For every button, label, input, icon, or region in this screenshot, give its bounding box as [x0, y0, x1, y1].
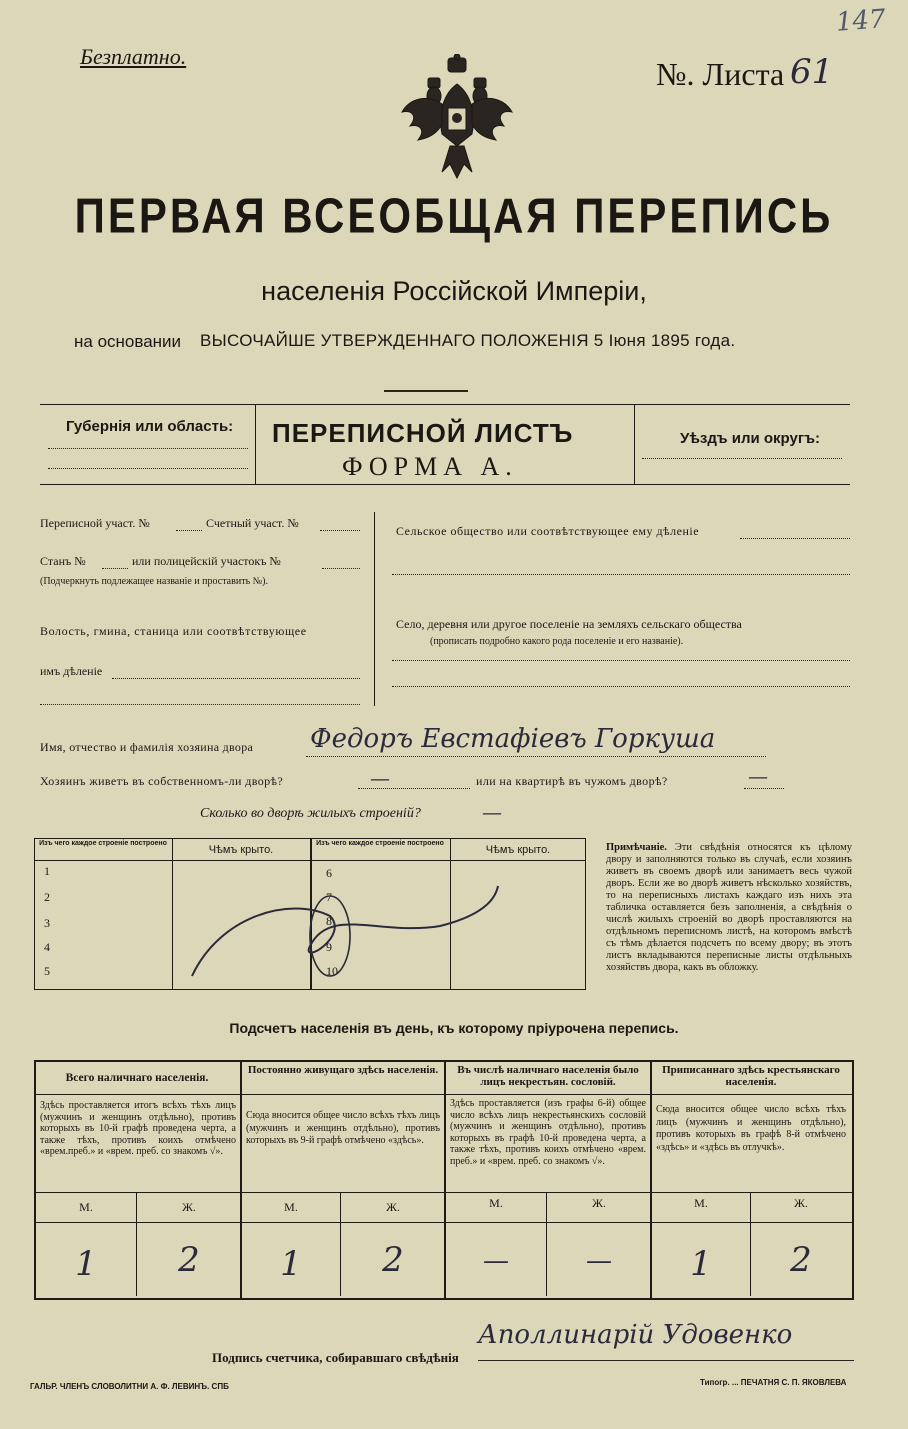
owner-name-value: Федоръ Евстафіевъ Горкуша	[310, 724, 716, 754]
count-value: 2	[178, 1240, 200, 1280]
page-title: ПЕРВАЯ ВСЕОБЩАЯ ПЕРЕПИСЬ	[74, 187, 834, 244]
female-header: Ж.	[386, 1200, 400, 1214]
row-number: 6	[326, 866, 332, 880]
count-value: —	[586, 1246, 612, 1276]
col-peasant-text: Сюда вносится общее число всѣхъ тѣхъ лицъ (мужчинъ и женщинъ отдѣльно), противъ которыхъ въ графѣ 8-й отмѣчено «здѣсь» и «здѣсь въ отлучкѣ».	[656, 1104, 846, 1153]
volost-label: Волость, гмина, станица или соотвѣтствующее	[40, 624, 307, 638]
buildings-note	[606, 842, 852, 974]
volost-label-cont: имъ дѣленіе	[40, 664, 103, 678]
row-number: 8	[326, 914, 332, 928]
basis-prefix: на основании	[74, 332, 182, 351]
underline-note: (Подчеркнуть подлежащее названіе и проставить №).	[40, 576, 268, 587]
col-peasant-head: Приписаннаго здѣсь крестьянскаго населенія.	[662, 1064, 840, 1088]
form-title: ПЕРЕПИСНОЙ ЛИСТЪ	[272, 418, 574, 448]
row-number: 9	[326, 940, 332, 954]
society-label: Сельское общество или соотвѣтствующее ему дѣленіе	[396, 524, 700, 538]
note-text: Эти свѣдѣнія относятся къ цѣлому двору и заполняются только въ случаѣ, если хозяинъ живетъ въ своемъ дворѣ или занимаетъ весь чужой дворъ. Если же во дворѣ живетъ нѣсколько хозяйствъ, то на переписныхъ листахъ каждаго изъ нихъ эта табличка оставляется безъ заполненія, а свѣдѣнія о числѣ жилыхъ строеній во дворѣ проставляются на отдѣльномъ переписномъ листѣ, на которомъ вмѣстѣ съ тѣмъ дѣлается подсчетъ по всему двору; въ этотъ листъ вкладываются переписные листы отдѣльныхъ хозяйствъ двора, какъ въ обложку.	[606, 842, 853, 973]
count-value: 2	[382, 1240, 404, 1280]
row-number: 7	[326, 890, 332, 904]
buildings-col-roof-2: Чѣмъ крыто.	[485, 844, 551, 856]
rents-label: или на квартирѣ въ чужомъ дворѣ?	[476, 774, 668, 788]
archive-page-number: 147	[835, 4, 887, 38]
handwritten-strike-curve	[180, 876, 510, 988]
enumerator-signature-label: Подпись счетчика, собиравшаго свѣдѣнія	[212, 1350, 459, 1365]
male-header: М.	[694, 1196, 708, 1210]
ornament-divider	[384, 390, 468, 392]
owns-yard-value: —	[370, 766, 390, 790]
col-total-present-text: Здѣсь проставляется итогъ всѣхъ тѣхъ лицъ (мужчинъ и женщинъ отдѣльно), противъ которыхъ въ 10-й графѣ проведена черта, а также тѣхъ, противъ коихъ отмѣчено «врем.преб.» и «врем. преб. со знакомъ √».	[40, 1100, 236, 1157]
col-total-present-head: Всего наличнаго населенія.	[65, 1072, 209, 1084]
note-title: Примѣчаніе.	[606, 842, 667, 853]
enumerator-signature: Аполлинарій Удовенко	[478, 1320, 793, 1350]
buildings-value: —	[482, 800, 502, 824]
row-number: 3	[44, 916, 50, 930]
row-number: 5	[44, 964, 50, 978]
female-header: Ж.	[794, 1196, 808, 1210]
male-header: М.	[284, 1200, 298, 1214]
count-value: —	[483, 1246, 509, 1276]
row-number: 10	[326, 964, 338, 978]
owner-name-label: Имя, отчество и фамилія хозяина двора	[40, 740, 254, 754]
male-header: М.	[79, 1200, 93, 1214]
sheet-number-value: 61	[790, 52, 834, 92]
buildings-col-roof: Чѣмъ крыто.	[208, 844, 274, 856]
buildings-col-material-2: Изъ чего каждое строеніе построено	[316, 840, 444, 847]
row-number: 2	[44, 890, 50, 904]
col-non-peasant-text: Здѣсь проставляется (изъ графы 6-й) общее число всѣхъ лицъ некрестьянскихъ сословій (мужчинъ и женщинъ отдѣльно), противъ которыхъ въ графѣ 10-й проведена черта, а также тѣхъ, противъ коихъ отмѣчено «врем. преб.» и «врем. преб. со знакомъ √».	[450, 1098, 646, 1167]
rents-value: —	[748, 764, 768, 788]
village-label: Село, деревня или другое поселеніе на земляхъ сельскаго общества	[396, 617, 742, 631]
stan-label: Станъ №	[40, 554, 86, 568]
female-header: Ж.	[182, 1200, 196, 1214]
count-value: 1	[280, 1244, 302, 1284]
counting-district-label: Счетный участ. №	[206, 516, 299, 530]
female-header: Ж.	[592, 1196, 606, 1210]
gubernia-label: Губернія или область:	[66, 418, 234, 435]
row-number: 4	[44, 940, 50, 954]
buildings-col-material: Изъ чего каждое строеніе построено	[39, 840, 167, 847]
count-title: Подсчетъ населенія въ день, къ которому пріурочена перепись.	[229, 1020, 679, 1036]
page-subtitle: населенія Россійской Имперіи,	[261, 276, 647, 306]
census-district-label: Переписной участ. №	[40, 516, 150, 530]
free-label: Безплатно.	[80, 44, 187, 69]
col-non-peasant-head: Въ числѣ наличнаго населенія было лицъ некрестьян. сословій.	[457, 1064, 639, 1088]
count-value: 2	[790, 1240, 812, 1280]
sheet-number-label: №. Листа	[656, 56, 785, 92]
owns-yard-label: Хозяинъ живетъ въ собственномъ-ли дворѣ?	[40, 774, 284, 788]
police-district-label: или полицейскій участокъ №	[132, 554, 281, 568]
printer-imprint-left: ГАЛЬР. ЧЛЕНЪ СЛОВОЛИТНИ А. Ф. ЛЕВИНЪ. СПБ	[30, 1382, 229, 1391]
village-note: (прописать подробно какого рода поселеніе и его названіе).	[430, 636, 684, 647]
row-number: 1	[44, 864, 50, 878]
imperial-eagle-emblem	[398, 54, 516, 182]
col-permanent-text: Сюда вносится общее число всѣхъ тѣхъ лицъ (мужчинъ и женщинъ отдѣльно), противъ которыхъ въ 9-й графѣ отмѣчено «здѣсь».	[246, 1110, 440, 1146]
uezd-label: Уѣздъ или округъ:	[680, 430, 821, 447]
count-value: 1	[690, 1244, 712, 1284]
col-permanent-head: Постоянно живущаго здѣсь населенія.	[247, 1064, 439, 1076]
buildings-label: Сколько во дворѣ жилыхъ строеній?	[200, 806, 421, 821]
male-header: М.	[489, 1196, 503, 1210]
printer-imprint-right: Типогр. ... ПЕЧАТНЯ С. П. ЯКОВЛЕВА	[700, 1378, 847, 1387]
form-subtitle: ФОРМА А.	[342, 452, 518, 481]
basis-text: ВЫСОЧАЙШЕ УТВЕРЖДЕННАГО ПОЛОЖЕНІЯ 5 Іюня 1895 года.	[200, 331, 736, 350]
count-value: 1	[75, 1244, 97, 1284]
